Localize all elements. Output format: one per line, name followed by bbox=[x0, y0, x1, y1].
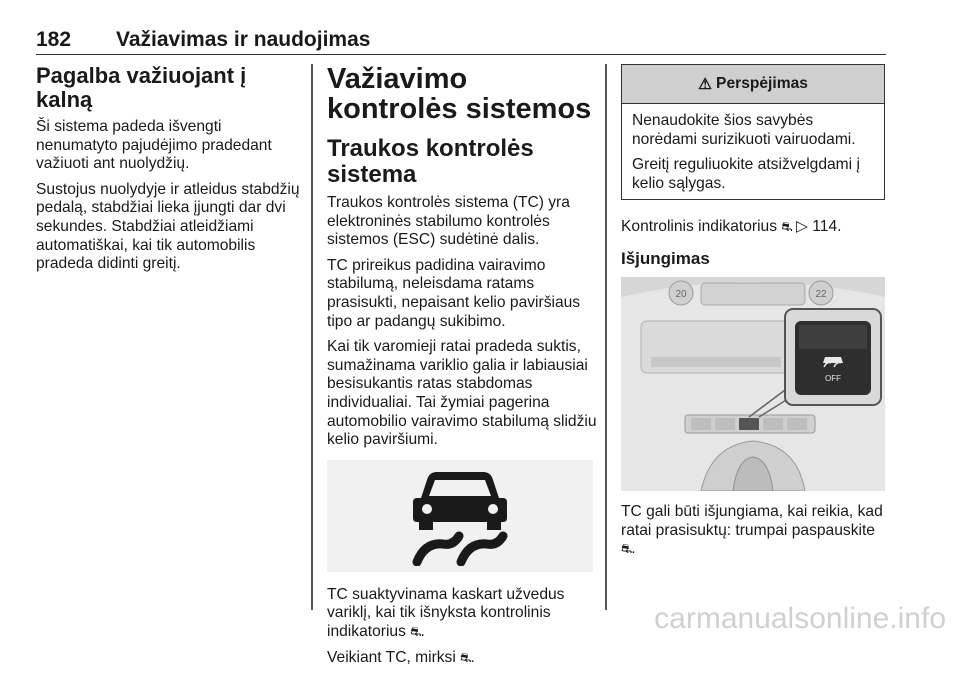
paragraph: Kai tik varomieji ratai pradeda suktis, sumažinama variklio galia ir labiausiai besisukantis ratas stabdomas individualiai. Tai žymiai pagerina automobilio vairavimo stabilumą slidžiu kelio paviršiumi. bbox=[327, 338, 597, 449]
page-number: 182 bbox=[36, 28, 72, 51]
tc-off-button-label: OFF bbox=[825, 373, 841, 383]
warning-title: Perspėjimas bbox=[716, 75, 808, 92]
paragraph-text: TC suaktyvinama kaskart užvedus variklį, kai tik išnyksta kontrolinis indikatorius bbox=[327, 585, 565, 640]
warning-text: Greitį reguliuokite atsižvelgdami į kelio sąlygas. bbox=[632, 156, 860, 192]
watermark: carmanualsonline.info bbox=[654, 602, 946, 635]
temperature-dial-right: 22 bbox=[815, 288, 827, 300]
traction-control-indicator-icon: ⛐ bbox=[621, 541, 632, 557]
temperature-dial-left: 20 bbox=[675, 288, 687, 300]
paragraph bbox=[621, 218, 885, 237]
paragraph: Traukos kontrolės sistema (TC) yra elektroninės stabilumo kontrolės sistemos (ESC) sudėtinė dalis. bbox=[327, 194, 570, 249]
punctuation: . bbox=[631, 540, 636, 558]
traction-control-indicator-icon: ⛐ bbox=[460, 649, 471, 665]
paragraph bbox=[621, 503, 885, 559]
traction-control-indicator-icon: ⛐ bbox=[410, 623, 421, 639]
console-illustration bbox=[621, 277, 885, 491]
left-column bbox=[36, 64, 304, 281]
traction-control-icon bbox=[405, 466, 515, 566]
section-title: Važiavimo kontrolės sistemos bbox=[327, 63, 592, 125]
paragraph bbox=[327, 586, 597, 642]
column-divider-2 bbox=[605, 64, 607, 610]
paragraph-text: Veikiant TC, mirksi bbox=[327, 648, 456, 666]
section-title: Pagalba važiuojant į kalną bbox=[36, 63, 247, 112]
warning-box bbox=[621, 64, 885, 200]
middle-column bbox=[327, 64, 597, 674]
paragraph bbox=[327, 649, 597, 668]
paragraph: TC prireikus padidina vairavimo stabilumą, neleisdama ratams prasisukti, nepaisant kelio paviršiaus tipo ar padangų sukibimo. bbox=[327, 256, 581, 330]
column-divider-1 bbox=[311, 64, 313, 610]
page-reference: 114. bbox=[812, 218, 842, 236]
traction-control-figure bbox=[327, 460, 593, 572]
punctuation: . bbox=[420, 622, 425, 640]
page-header bbox=[36, 28, 886, 55]
subsection-title: Išjungimas bbox=[621, 248, 710, 268]
traction-control-indicator-icon: ⛐ bbox=[781, 219, 792, 235]
chapter-title: Važiavimas ir naudojimas bbox=[116, 28, 371, 51]
subsection-title: Traukos kontrolės sistema bbox=[327, 135, 534, 188]
warning-text: Nenaudokite šios savybės norėdami surizikuoti vairuodami. bbox=[632, 112, 856, 148]
warning-triangle-icon: ⚠ bbox=[698, 75, 713, 93]
warning-header bbox=[622, 65, 884, 104]
right-column bbox=[621, 64, 885, 566]
page-reference-icon: ▷ bbox=[795, 218, 808, 236]
paragraph-text: Kontrolinis indikatorius bbox=[621, 218, 778, 236]
paragraph-text: TC gali būti išjungiama, kai reikia, kad ratai prasisuktų: trumpai paspauskite bbox=[621, 502, 883, 539]
paragraph: Ši sistema padeda išvengti nenumatyto pajudėjimo pradedant važiuoti ant nuolydžių. bbox=[36, 118, 272, 173]
paragraph: Sustojus nuolydyje ir atleidus stabdžių pedalą, stabdžiai lieka įjungti dar dvi sekundes. Stabdžiai atleidžiami automatiškai, kai tik automobilis pradeda didinti greitį. bbox=[36, 180, 300, 273]
punctuation: . bbox=[470, 648, 475, 666]
